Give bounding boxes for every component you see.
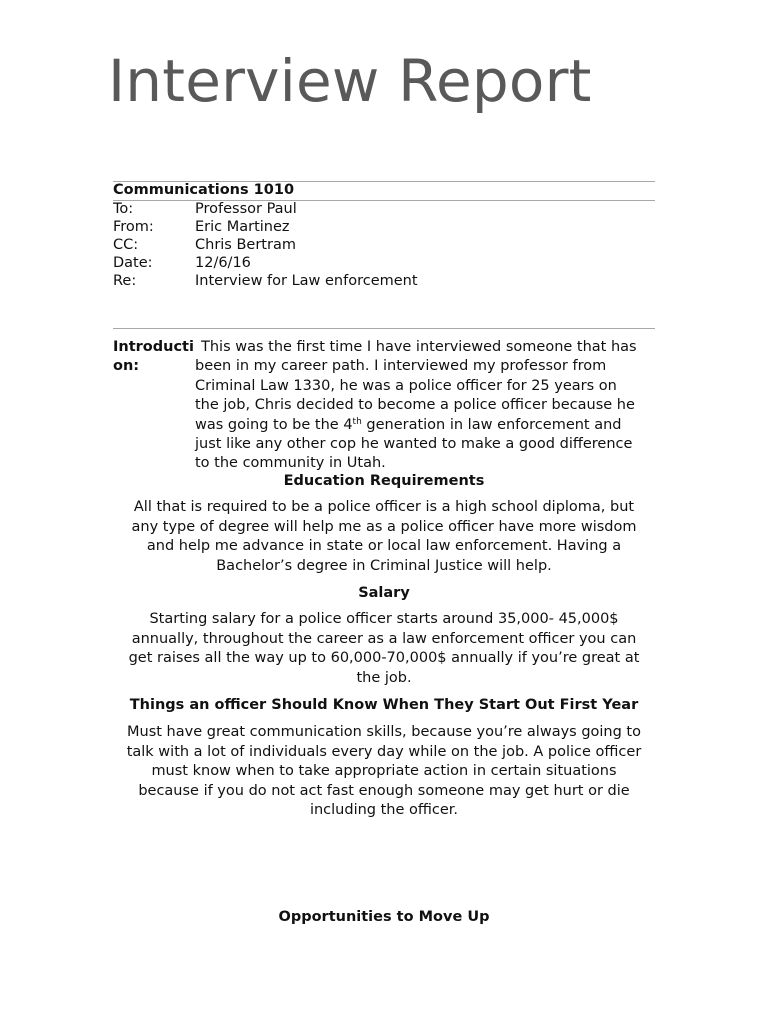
intro-line: just like any other cop he wanted to make a good difference [195,436,633,453]
intro-line: Criminal Law 1330, he was a police officer for 25 years on [195,377,617,394]
section-body-first-year [100,723,668,821]
intro-line: This was the first time I have interviewed someone that has [201,339,637,355]
body-line: Must have great communication skills, because you’re always going to [127,724,641,740]
body-line: Starting salary for a police officer starts around 35,000- 45,000$ [149,611,619,627]
memo-label: From: [113,219,154,235]
memo-value: 12/6/16 [195,255,251,271]
ordinal-superscript: th [352,416,362,427]
memo-value: Chris Bertram [195,237,296,253]
body-line: and help me advance in state or local law enforcement. Having a [146,538,622,554]
intro-line [195,416,661,435]
section-body-education [100,498,668,576]
memo-value: Eric Martinez [195,219,290,235]
body-line: annually, throughout the career as a law enforcement officer you can [131,630,637,647]
memo-label: CC: [113,237,139,253]
intro-text [195,338,661,474]
memo-course: Communications 1010 [113,182,295,198]
body-line: All that is required to be a police officer is a high school diploma, but [133,499,635,515]
intro-line-part: generation in law enforcement and [361,416,622,433]
section-heading-education: Education Requirements [283,473,485,489]
intro-label: Introduction: [113,339,194,374]
intro-line: been in my career path. I interviewed my professor from [195,358,607,375]
section-body-salary [100,610,668,688]
body-line: the job. [356,669,412,686]
body-line: including the officer. [309,802,459,818]
body-line: must know when to take appropriate action in certain situations [151,763,617,779]
section-heading-first-year: Things an officer Should Know When They Start Out First Year [129,697,639,713]
body-line: Bachelor’s degree in Criminal Justice will help. [216,557,552,574]
intro-line: the job, Chris decided to become a police officer because he [195,397,635,414]
memo-value: Interview for Law enforcement [195,273,418,289]
body-line: because if you do not act fast enough someone may get hurt or die [138,782,630,799]
memo-label: Re: [113,273,137,289]
body-line: get raises all the way up to 60,000-70,000$ annually if you’re great at [128,650,640,666]
section-heading-salary: Salary [358,585,410,601]
page-title: Interview Report [108,47,592,115]
intro-line-part: was going to be the 4 [195,416,353,433]
memo-value: Professor Paul [195,201,297,217]
intro-line: to the community in Utah. [195,455,386,472]
intro-top-rule [113,328,655,329]
memo-label: Date: [113,255,153,271]
memo-label: To: [113,201,134,217]
section-heading-move-up: Opportunities to Move Up [278,909,490,925]
body-line: any type of degree will help me as a police officer have more wisdom [131,518,637,535]
body-line: talk with a lot of individuals every day while on the job. A police officer [126,743,642,760]
